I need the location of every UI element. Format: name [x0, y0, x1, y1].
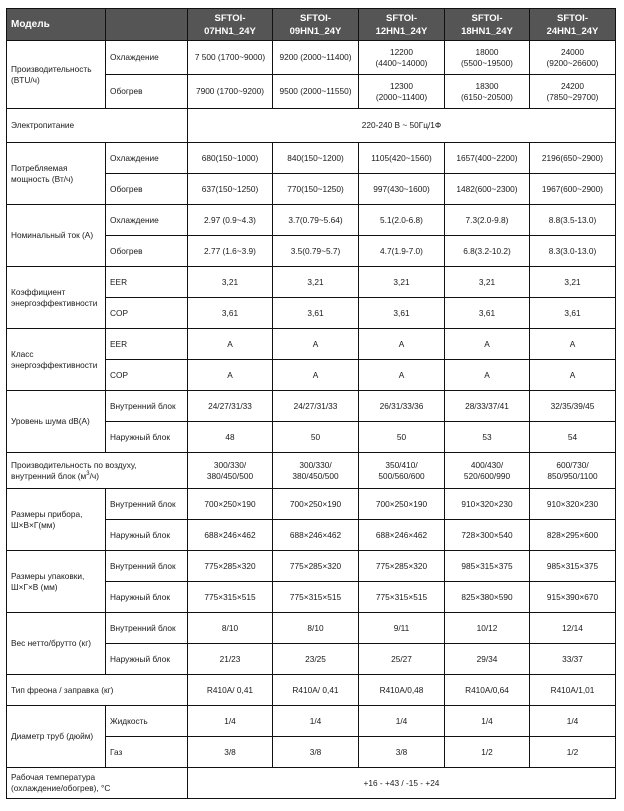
weight-row-a [7, 613, 616, 644]
capacity-value: 12200 (4400~14000) [359, 41, 445, 75]
rated-current-label: Номинальный ток (А) [7, 205, 106, 267]
efficiency-class-value: A [273, 360, 359, 391]
noise-value: 32/35/39/45 [530, 391, 616, 422]
efficiency-ratio-label: Коэффициент энергоэффективности [7, 267, 106, 329]
package-dimensions-value: 985×315×375 [530, 551, 616, 582]
rated-current-value: 6.8(3.2-10.2) [445, 236, 530, 267]
package-dimensions-value: 775×315×515 [359, 582, 445, 613]
package-dimensions-value: 775×315×515 [188, 582, 273, 613]
pipe-diameter-value: 1/4 [359, 706, 445, 737]
capacity-value: 7 500 (1700~9000) [188, 41, 273, 75]
rated-current-value: 5.1(2.0-6.8) [359, 205, 445, 236]
model-label: Модель [7, 9, 106, 41]
pipe-diameter-value: 3/8 [188, 737, 273, 768]
efficiency-ratio-sub-label: EER [106, 267, 188, 298]
power-supply-row [7, 109, 616, 143]
power-input-value: 1482(600~2300) [445, 174, 530, 205]
capacity-label: Производительность (BTU/ч) [7, 41, 106, 109]
efficiency-class-value: A [273, 329, 359, 360]
power-input-row-a [7, 143, 616, 174]
capacity-sub-label: Обогрев [106, 75, 188, 109]
efficiency-class-value: A [445, 329, 530, 360]
rated-current-sub-label: Обогрев [106, 236, 188, 267]
efficiency-ratio-value: 3,21 [273, 267, 359, 298]
capacity-value: 12300 (2000~11400) [359, 75, 445, 109]
noise-value: 26/31/33/36 [359, 391, 445, 422]
efficiency-class-sub-label: COP [106, 360, 188, 391]
power-supply-label: Электропитание [7, 109, 188, 143]
cubic-superscript: 3 [86, 470, 90, 477]
pipe-diameter-value: 1/2 [530, 737, 616, 768]
capacity-value: 7900 (1700~9200) [188, 75, 273, 109]
spec-table [6, 8, 616, 799]
rated-current-value: 8.3(3.0-13.0) [530, 236, 616, 267]
efficiency-class-label: Класс энергоэффективности [7, 329, 106, 391]
power-input-sub-label: Обогрев [106, 174, 188, 205]
efficiency-ratio-value: 3,21 [359, 267, 445, 298]
noise-value: 24/27/31/33 [188, 391, 273, 422]
operating-temp-value: +16 - +43 / -15 - +24 [188, 768, 616, 799]
unit-dimensions-value: 828×295×600 [530, 520, 616, 551]
efficiency-class-value: A [530, 329, 616, 360]
header-blank [106, 9, 188, 41]
pipe-diameter-value: 3/8 [273, 737, 359, 768]
power-input-value: 997(430~1600) [359, 174, 445, 205]
power-input-value: 637(150~1250) [188, 174, 273, 205]
rated-current-value: 7.3(2.0-9.8) [445, 205, 530, 236]
weight-sub-label: Наружный блок [106, 644, 188, 675]
airflow-value: 400/430/ 520/600/990 [445, 453, 530, 489]
rated-current-value: 3.7(0.79~5.64) [273, 205, 359, 236]
unit-dimensions-value: 700×250×190 [273, 489, 359, 520]
noise-row-a [7, 391, 616, 422]
unit-dimensions-sub-label: Внутренний блок [106, 489, 188, 520]
weight-value: 10/12 [445, 613, 530, 644]
package-dimensions-value: 985×315×375 [445, 551, 530, 582]
noise-value: 24/27/31/33 [273, 391, 359, 422]
efficiency-class-value: A [188, 360, 273, 391]
model-name-3: SFTOI- 18HN1_24Y [445, 9, 530, 41]
efficiency-ratio-value: 3,21 [530, 267, 616, 298]
unit-dimensions-value: 688×246×462 [273, 520, 359, 551]
efficiency-class-sub-label: EER [106, 329, 188, 360]
capacity-value: 24000 (9200~26600) [530, 41, 616, 75]
efficiency-class-value: A [359, 329, 445, 360]
rated-current-value: 2.77 (1.6~3.9) [188, 236, 273, 267]
pipe-diameter-label: Диаметр труб (дюйм) [7, 706, 106, 768]
airflow-value: 300/330/ 380/450/500 [188, 453, 273, 489]
noise-sub-label: Наружный блок [106, 422, 188, 453]
power-input-sub-label: Охлаждение [106, 143, 188, 174]
rated-current-value: 8.8(3.5-13.0) [530, 205, 616, 236]
model-name-1: SFTOI- 09HN1_24Y [273, 9, 359, 41]
pipe-diameter-value: 1/4 [445, 706, 530, 737]
package-dimensions-label: Размеры упаковки, Ш×Г×В (мм) [7, 551, 106, 613]
efficiency-ratio-row-a [7, 267, 616, 298]
capacity-sub-label: Охлаждение [106, 41, 188, 75]
rated-current-row-a [7, 205, 616, 236]
refrigerant-row [7, 675, 616, 706]
weight-value: 9/11 [359, 613, 445, 644]
efficiency-ratio-value: 3,61 [530, 298, 616, 329]
package-dimensions-value: 825×380×590 [445, 582, 530, 613]
pipe-diameter-sub-label: Газ [106, 737, 188, 768]
unit-dimensions-value: 910×320×230 [445, 489, 530, 520]
refrigerant-value: R410A/ 0,41 [273, 675, 359, 706]
refrigerant-value: R410A/ 0,41 [188, 675, 273, 706]
pipe-diameter-value: 1/4 [188, 706, 273, 737]
noise-value: 48 [188, 422, 273, 453]
noise-value: 28/33/37/41 [445, 391, 530, 422]
efficiency-class-value: A [359, 360, 445, 391]
weight-value: 21/23 [188, 644, 273, 675]
capacity-value: 9200 (2000~11400) [273, 41, 359, 75]
package-dimensions-value: 915×390×670 [530, 582, 616, 613]
power-input-value: 840(150~1200) [273, 143, 359, 174]
package-dimensions-row-a [7, 551, 616, 582]
efficiency-class-value: A [445, 360, 530, 391]
capacity-value: 18000 (5500~19500) [445, 41, 530, 75]
capacity-value: 24200 (7850~29700) [530, 75, 616, 109]
model-name-0: SFTOI- 07HN1_24Y [188, 9, 273, 41]
capacity-row-a [7, 41, 616, 75]
refrigerant-value: R410A/0,64 [445, 675, 530, 706]
noise-sub-label: Внутренний блок [106, 391, 188, 422]
weight-value: 33/37 [530, 644, 616, 675]
power-supply-value: 220-240 В ~ 50Гц/1Ф [188, 109, 616, 143]
power-input-value: 1967(600~2900) [530, 174, 616, 205]
package-dimensions-value: 775×315×515 [273, 582, 359, 613]
weight-value: 8/10 [273, 613, 359, 644]
rated-current-sub-label: Охлаждение [106, 205, 188, 236]
weight-value: 25/27 [359, 644, 445, 675]
refrigerant-value: R410A/0,48 [359, 675, 445, 706]
weight-value: 8/10 [188, 613, 273, 644]
noise-value: 53 [445, 422, 530, 453]
efficiency-ratio-sub-label: COP [106, 298, 188, 329]
airflow-value: 600/730/ 850/950/1100 [530, 453, 616, 489]
weight-value: 23/25 [273, 644, 359, 675]
noise-value: 54 [530, 422, 616, 453]
noise-value: 50 [273, 422, 359, 453]
unit-dimensions-label: Размеры прибора, Ш×В×Г(мм) [7, 489, 106, 551]
unit-dimensions-value: 688×246×462 [188, 520, 273, 551]
weight-sub-label: Внутренний блок [106, 613, 188, 644]
efficiency-class-value: A [188, 329, 273, 360]
unit-dimensions-value: 700×250×190 [188, 489, 273, 520]
airflow-value: 300/330/ 380/450/500 [273, 453, 359, 489]
operating-temp-label: Рабочая температура (охлаждение/обогрев), °C [7, 768, 188, 799]
rated-current-value: 2.97 (0.9~4.3) [188, 205, 273, 236]
weight-value: 12/14 [530, 613, 616, 644]
power-input-label: Потребляемая мощность (Вт/ч) [7, 143, 106, 205]
package-dimensions-value: 775×285×320 [273, 551, 359, 582]
efficiency-ratio-value: 3,21 [445, 267, 530, 298]
power-input-value: 770(150~1250) [273, 174, 359, 205]
unit-dimensions-row-a [7, 489, 616, 520]
airflow-value: 350/410/ 500/560/600 [359, 453, 445, 489]
model-name-4: SFTOI- 24HN1_24Y [530, 9, 616, 41]
model-name-2: SFTOI- 12HN1_24Y [359, 9, 445, 41]
package-dimensions-value: 775×285×320 [359, 551, 445, 582]
package-dimensions-sub-label: Наружный блок [106, 582, 188, 613]
pipe-diameter-row-a [7, 706, 616, 737]
efficiency-ratio-value: 3,61 [273, 298, 359, 329]
efficiency-class-row-a [7, 329, 616, 360]
efficiency-ratio-value: 3,61 [188, 298, 273, 329]
pipe-diameter-value: 1/4 [530, 706, 616, 737]
unit-dimensions-value: 688×246×462 [359, 520, 445, 551]
airflow-label: Производительность по воздуху, внутренний блок $(м^3/ч)$ [7, 453, 188, 489]
power-input-value: 1105(420~1560) [359, 143, 445, 174]
capacity-value: 18300 (6150~20500) [445, 75, 530, 109]
header-row [7, 9, 616, 41]
pipe-diameter-value: 3/8 [359, 737, 445, 768]
efficiency-ratio-value: 3,61 [359, 298, 445, 329]
power-input-value: 1657(400~2200) [445, 143, 530, 174]
refrigerant-value: R410A/1,01 [530, 675, 616, 706]
rated-current-value: 3.5(0.79~5.7) [273, 236, 359, 267]
unit-dimensions-value: 910×320×230 [530, 489, 616, 520]
efficiency-ratio-value: 3,21 [188, 267, 273, 298]
unit-dimensions-value: 728×300×540 [445, 520, 530, 551]
power-input-value: 680(150~1000) [188, 143, 273, 174]
unit-dimensions-value: 700×250×190 [359, 489, 445, 520]
package-dimensions-sub-label: Внутренний блок [106, 551, 188, 582]
pipe-diameter-value: 1/2 [445, 737, 530, 768]
weight-label: Вес нетто/брутто (кг) [7, 613, 106, 675]
weight-value: 29/34 [445, 644, 530, 675]
noise-value: 50 [359, 422, 445, 453]
rated-current-value: 4.7(1.9-7.0) [359, 236, 445, 267]
efficiency-ratio-value: 3,61 [445, 298, 530, 329]
capacity-value: 9500 (2000~11550) [273, 75, 359, 109]
pipe-diameter-sub-label: Жидкость [106, 706, 188, 737]
pipe-diameter-value: 1/4 [273, 706, 359, 737]
operating-temp-row [7, 768, 616, 799]
package-dimensions-value: 775×285×320 [188, 551, 273, 582]
efficiency-class-value: A [530, 360, 616, 391]
unit-dimensions-sub-label: Наружный блок [106, 520, 188, 551]
airflow-row [7, 453, 616, 489]
noise-label: Уровень шума dB(A) [7, 391, 106, 453]
power-input-value: 2196(650~2900) [530, 143, 616, 174]
refrigerant-label: Тип фреона / заправка (кг) [7, 675, 188, 706]
